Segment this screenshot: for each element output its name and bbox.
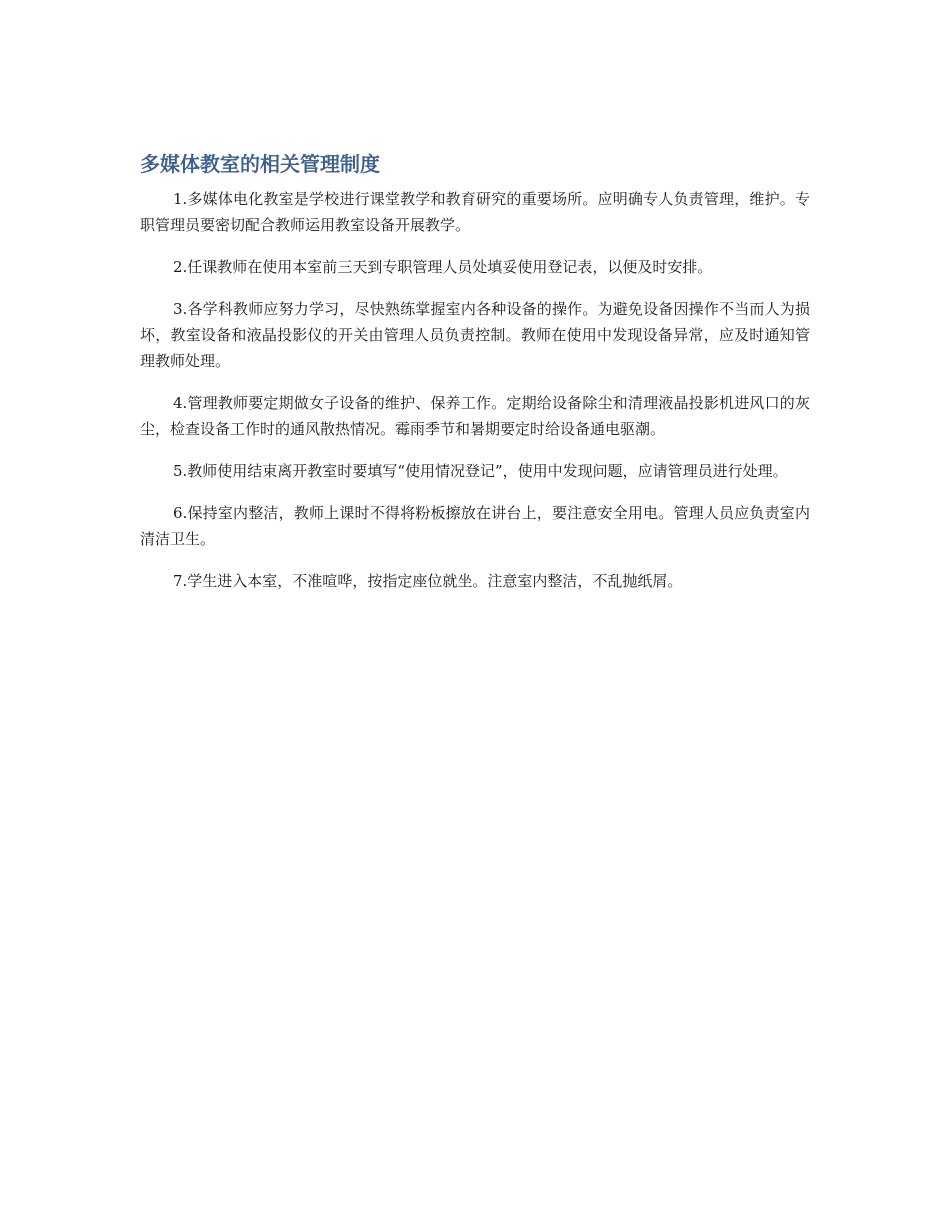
rule-paragraph-6: 6.保持室内整洁，教师上课时不得将粉板擦放在讲台上，要注意安全用电。管理人员应负责室内清洁卫生。 bbox=[140, 504, 810, 548]
rule-paragraph-7: 7.学生进入本室，不准喧哗，按指定座位就坐。注意室内整洁，不乱抛纸屑。 bbox=[173, 572, 683, 590]
rule-paragraph-2: 2.任课教师在使用本室前三天到专职管理人员处填妥使用登记表，以便及时安排。 bbox=[173, 258, 713, 276]
rule-paragraph-3: 3.各学科教师应努力学习，尽快熟练掌握室内各种设备的操作。为避免设备因操作不当而人为损坏，教室设备和液晶投影仪的开关由管理人员负责控制。教师在使用中发现设备异常，应及时通知管理教师处理。 bbox=[140, 300, 810, 370]
rule-paragraph-4: 4.管理教师要定期做女子设备的维护、保养工作。定期给设备除尘和清理液晶投影机进风口的灰尘，检查设备工作时的通风散热情况。霉雨季节和暑期要定时给设备通电驱潮。 bbox=[140, 394, 810, 438]
rule-paragraph-1: 1.多媒体电化教室是学校进行课堂教学和教育研究的重要场所。应明确专人负责管理，维护。专职管理员要密切配合教师运用教室设备开展教学。 bbox=[140, 190, 810, 234]
rule-paragraph-5: 5.教师使用结束离开教室时要填写“使用情况登记”，使用中发现问题，应请管理员进行处理。 bbox=[173, 462, 788, 480]
document-body bbox=[140, 150, 810, 610]
document-title: 多媒体教室的相关管理制度 bbox=[140, 152, 380, 176]
